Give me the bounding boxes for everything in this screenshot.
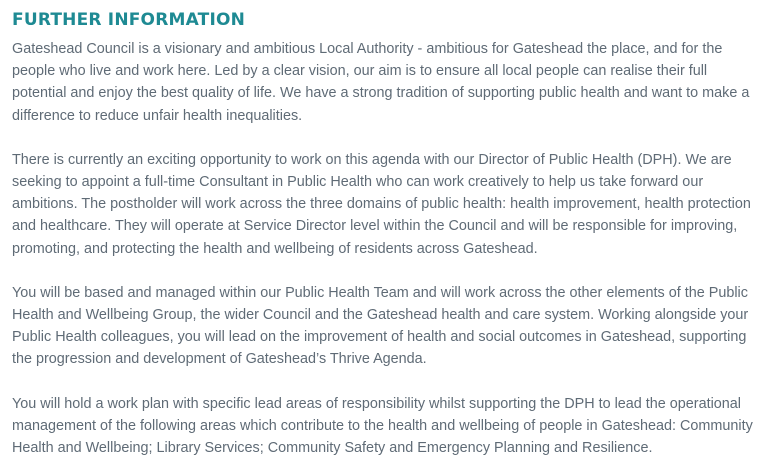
paragraph-work-plan: You will hold a work plan with specific lead areas of responsibility whilst supporting the DPH to lead the operational management of the following areas which contribute to the health and wellbeing of people in Gateshead: Community Health and Wellbeing; Library Services; Community Safety and Emergency Planning and Resilience.	[12, 395, 753, 457]
paragraph-team: You will be based and managed within our Public Health Team and will work across the other elements of the Public Health and Wellbeing Group, the wider Council and the Gateshead health and care system. Working alongside your Public Health colleagues, you will lead on the improvement of health and social outcomes in Gateshead, supporting the progression and development of Gateshead’s Thrive Agenda.	[12, 284, 749, 368]
paragraph-opportunity: There is currently an exciting opportunity to work on this agenda with our Director of Public Health (DPH). We are seeking to appoint a full-time Consultant in Public Health who can work creatively to help us take forward our ambitions. The postholder will work across the three domains of public health: health improvement, health protection and healthcare. They will operate at Service Director level within the Council and will be responsible for improving, promoting, and protecting the health and wellbeing of residents across Gateshead.	[12, 151, 751, 257]
further-information-section	[12, 8, 764, 459]
section-heading: FURTHER INFORMATION	[12, 10, 246, 30]
paragraph-intro: Gateshead Council is a visionary and ambitious Local Authority - ambitious for Gateshead the place, and for the people who live and work here. Led by a clear vision, our aim is to ensure all local people can realise their full potential and enjoy the best quality of life. We have a strong tradition of supporting public health and want to make a difference to reduce unfair health inequalities.	[12, 41, 750, 124]
